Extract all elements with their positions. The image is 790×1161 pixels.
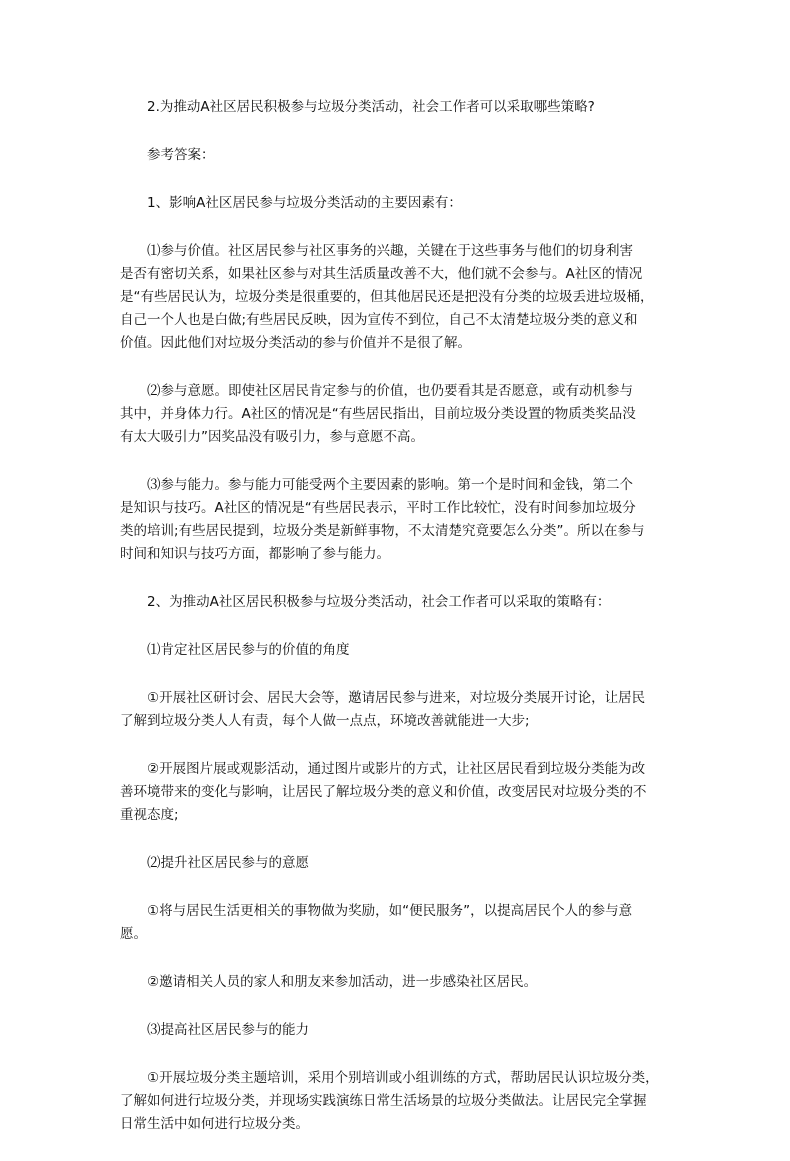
- strategy1-heading: ⑴肯定社区居民参与的价值的角度: [147, 642, 350, 658]
- paragraph-line: 日常生活中如何进行垃圾分类。: [120, 1116, 309, 1132]
- paragraph-line: 是知识与技巧。A社区的情况是“有些居民表示，平时工作比较忙，没有时间参加垃圾分: [120, 500, 636, 516]
- paragraph-line: 了解如何进行垃圾分类，并现场实践演练日常生活场景的垃圾分类做法。让居民完全掌握: [120, 1093, 647, 1109]
- answer-label: 参考答案：: [147, 147, 215, 163]
- paragraph-line: ⑵参与意愿。即使社区居民肯定参与的价值，也仍要看其是否愿意，或有动机参与: [147, 383, 633, 399]
- strategy2-item1: [120, 900, 672, 946]
- paragraph-line: 时间和知识与技巧方面，都影响了参与能力。: [120, 546, 390, 562]
- strategy2-item2: ②邀请相关人员的家人和朋友来参加活动，进一步感染社区居民。: [147, 974, 538, 990]
- paragraph-line: 其中，并身体力行。A社区的情况是“有些居民指出，目前垃圾分类设置的物质类奖品没: [120, 406, 636, 422]
- strategy3-heading: ⑶提高社区居民参与的能力: [147, 1022, 309, 1038]
- paragraph-line: 价值。因此他们对垃圾分类活动的参与价值并不是很了解。: [120, 335, 471, 351]
- paragraph-line: 愿。: [120, 926, 147, 942]
- strategy2-heading: ⑵提升社区居民参与的意愿: [147, 855, 309, 871]
- paragraph-line: 有太大吸引力”因奖品没有吸引力，参与意愿不高。: [120, 429, 424, 445]
- paragraph-line: 是“有些居民认为，垃圾分类是很重要的，但其他居民还是把没有分类的垃圾丢进垃圾桶，: [120, 289, 654, 305]
- paragraph-line: 了解到垃圾分类人人有责，每个人做一点点，环境改善就能进一大步;: [120, 713, 530, 729]
- paragraph-line: 善环境带来的变化与影响，让居民了解垃圾分类的意义和价值，改变居民对垃圾分类的不: [120, 784, 647, 800]
- strategy1-item1: [120, 687, 672, 733]
- strategy3-item1: [120, 1067, 672, 1136]
- factor2-paragraph: [120, 380, 672, 449]
- factor3-paragraph: [120, 474, 672, 566]
- paragraph-line: ②开展图片展或观影活动，通过图片或影片的方式，让社区居民看到垃圾分类能为改: [147, 761, 646, 777]
- question-text: 2.为推动A社区居民积极参与垃圾分类活动，社会工作者可以采取哪些策略?: [147, 99, 595, 115]
- paragraph-line: 类的培训;有些居民提到，垃圾分类是新鲜事物，不太清楚究竟要怎么分类”。所以在参与: [120, 523, 645, 539]
- paragraph-line: 自己一个人也是白做;有些居民反映，因为宣传不到位，自己不太清楚垃圾分类的意义和: [120, 312, 638, 328]
- document-page: [120, 96, 672, 1161]
- paragraph-line: 是否有密切关系，如果社区参与对其生活质量改善不大，他们就不会参与。A社区的情况: [120, 266, 643, 282]
- factor1-paragraph: [120, 240, 672, 355]
- paragraph-line: ①开展垃圾分类主题培训，采用个别培训或小组训练的方式，帮助居民认识垃圾分类，: [147, 1070, 659, 1086]
- section2-heading: 2、为推动A社区居民积极参与垃圾分类活动，社会工作者可以采取的策略有：: [147, 594, 611, 610]
- strategy1-item2: [120, 758, 672, 827]
- paragraph-line: ①将与居民生活更相关的事物做为奖励，如“便民服务”，以提高居民个人的参与意: [147, 903, 633, 919]
- section1-heading: 1、影响A社区居民参与垃圾分类活动的主要因素有：: [147, 195, 462, 211]
- paragraph-line: ⑴参与价值。社区居民参与社区事务的兴趣，关键在于这些事务与他们的切身利害: [147, 243, 633, 259]
- paragraph-line: 重视态度;: [120, 807, 179, 823]
- paragraph-line: ①开展社区研讨会、居民大会等，邀请居民参与进来，对垃圾分类展开讨论，让居民: [147, 690, 646, 706]
- paragraph-line: ⑶参与能力。参与能力可能受两个主要因素的影响。第一个是时间和金钱，第二个: [147, 477, 633, 493]
